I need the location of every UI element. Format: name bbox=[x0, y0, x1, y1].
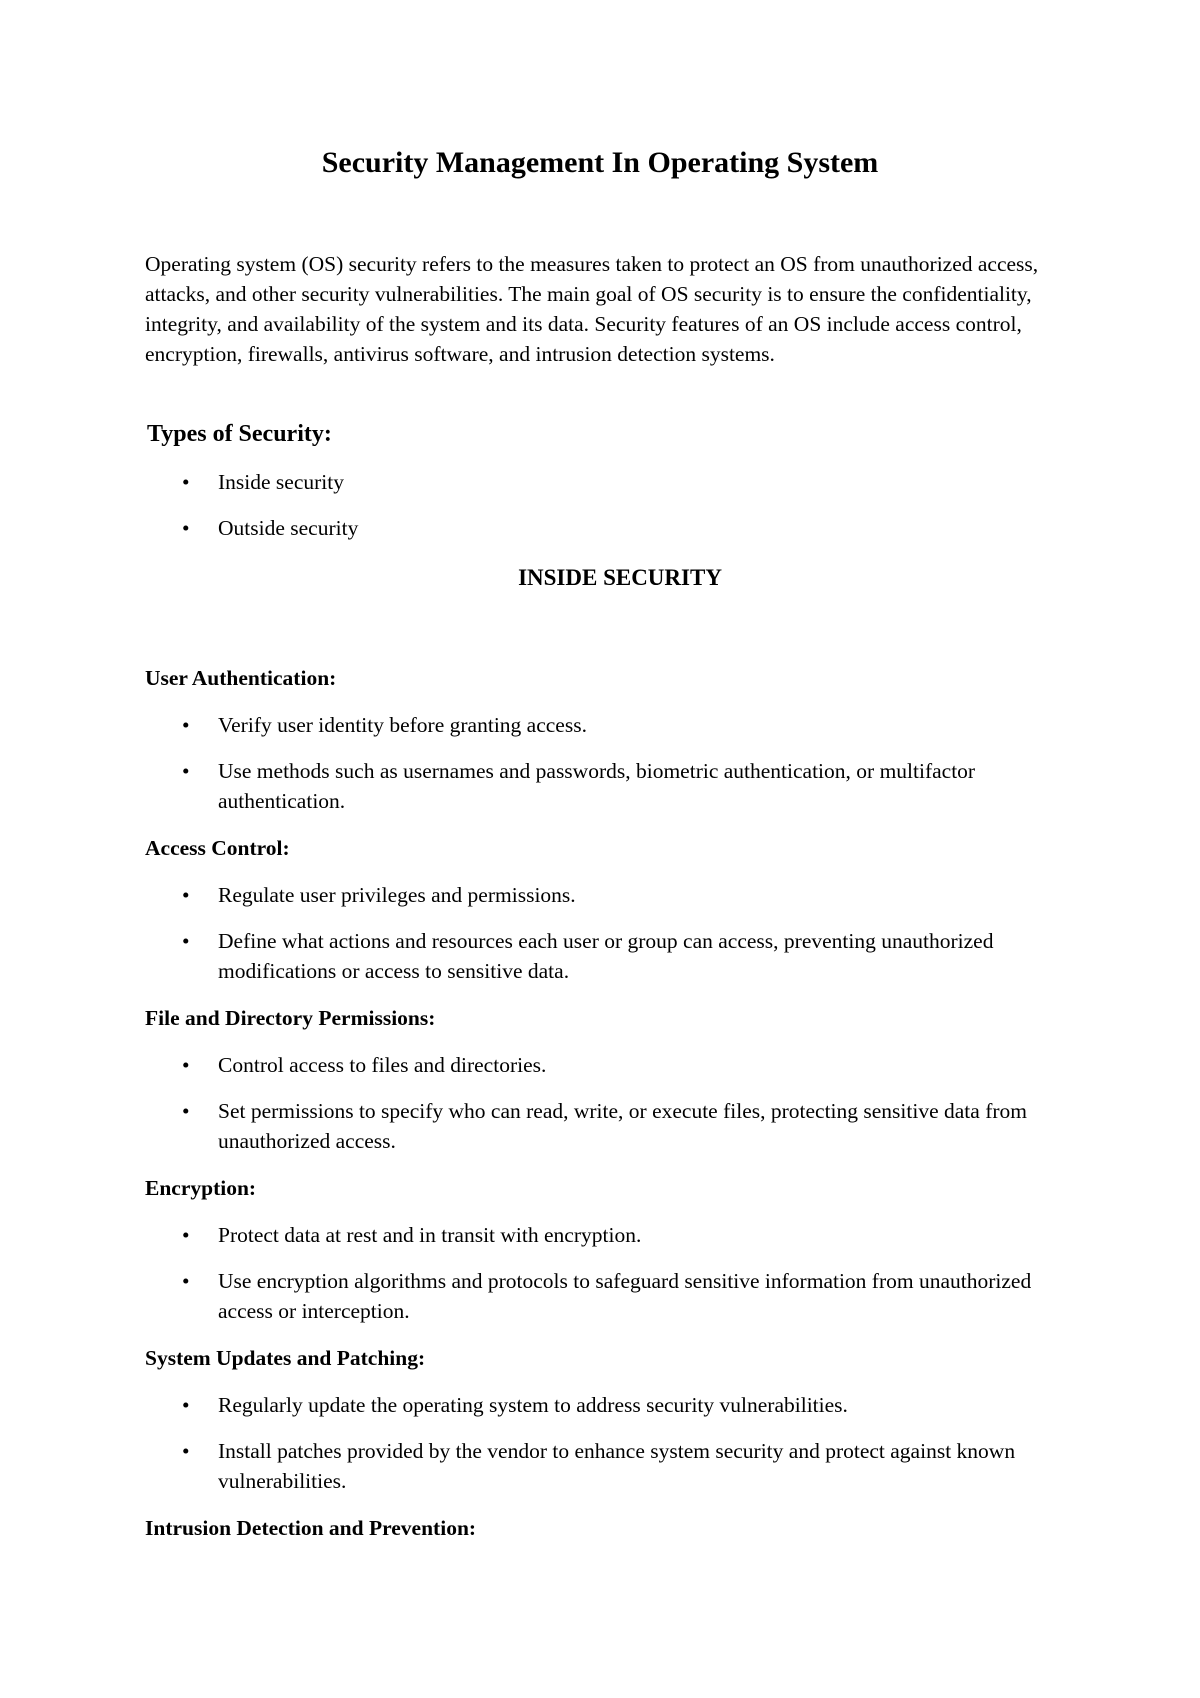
section-heading: System Updates and Patching: bbox=[145, 1346, 426, 1370]
section-heading: File and Directory Permissions: bbox=[145, 1006, 436, 1030]
inside-security-heading: INSIDE SECURITY bbox=[518, 565, 722, 590]
list-item-text: Use encryption algorithms and protocols to safeguard sensitive information from unauthorized access or interception. bbox=[218, 1269, 1032, 1323]
bullet: • bbox=[182, 1053, 190, 1077]
bullet: • bbox=[182, 929, 190, 953]
list-item-text: Set permissions to specify who can read, write, or execute files, protecting sensitive data from unauthorized access. bbox=[218, 1099, 1027, 1153]
bullet: • bbox=[182, 1099, 190, 1123]
section-heading: User Authentication: bbox=[145, 666, 337, 690]
section-heading: Intrusion Detection and Prevention: bbox=[145, 1516, 477, 1540]
intro-paragraph: Operating system (OS) security refers to the measures taken to protect an OS from unauthorized access, attacks, and other security vulnerabilities. The main goal of OS security is to ensure the confidentiality, integrity, and availability of the system and its data. Security features of an OS include access control, encryption, firewalls, antivirus software, and intrusion detection systems. bbox=[145, 252, 1039, 366]
bullet: • bbox=[182, 1269, 190, 1293]
list-item-text: Regularly update the operating system to address security vulnerabilities. bbox=[218, 1393, 848, 1417]
list-item-text: Outside security bbox=[218, 516, 359, 540]
list-item-text: Regulate user privileges and permissions. bbox=[218, 883, 576, 907]
list-item-text: Control access to files and directories. bbox=[218, 1053, 547, 1077]
list-item-text: Protect data at rest and in transit with encryption. bbox=[218, 1223, 642, 1247]
list-item-text: Use methods such as usernames and passwords, biometric authentication, or multifactor authentication. bbox=[218, 759, 976, 813]
list-item-text: Install patches provided by the vendor to enhance system security and protect against known vulnerabilities. bbox=[218, 1439, 1016, 1493]
bullet: • bbox=[182, 883, 190, 907]
page-title: Security Management In Operating System bbox=[321, 146, 879, 179]
bullet: • bbox=[182, 759, 190, 783]
bullet: • bbox=[182, 470, 190, 494]
bullet: • bbox=[182, 1393, 190, 1417]
section-heading: Access Control: bbox=[145, 836, 290, 860]
section-heading: Encryption: bbox=[145, 1176, 257, 1200]
bullet: • bbox=[182, 1439, 190, 1463]
bullet: • bbox=[182, 713, 190, 737]
list-item-text: Define what actions and resources each user or group can access, preventing unauthorized modifications or access to sensitive data. bbox=[218, 929, 994, 983]
list-item-text: Verify user identity before granting access. bbox=[218, 713, 587, 737]
bullet: • bbox=[182, 516, 190, 540]
types-heading: Types of Security: bbox=[147, 421, 332, 447]
list-item-text: Inside security bbox=[218, 470, 344, 494]
bullet: • bbox=[182, 1223, 190, 1247]
